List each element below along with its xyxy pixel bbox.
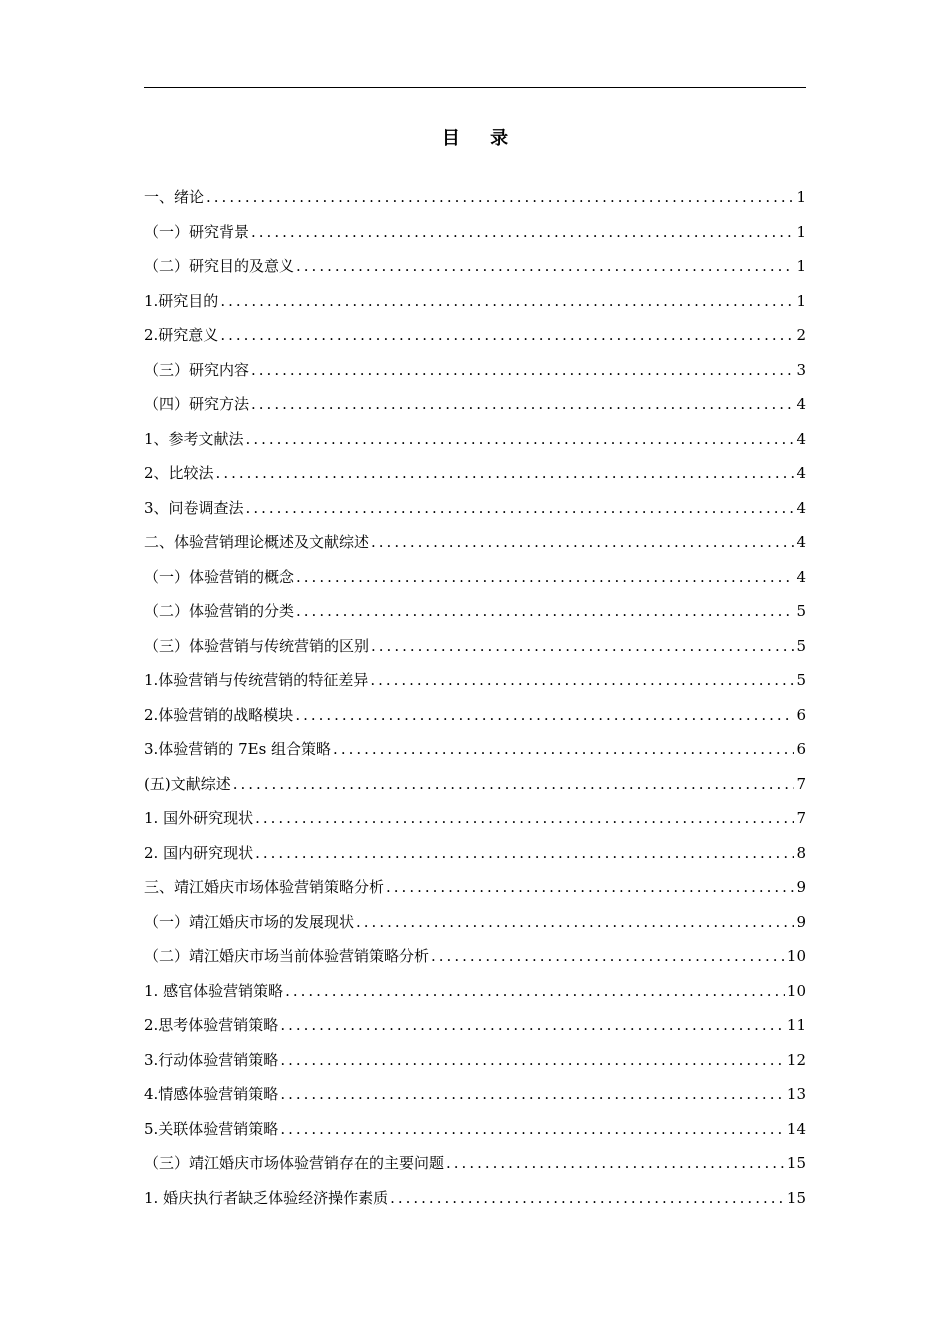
toc-entry-label: （四）研究方法 bbox=[144, 395, 250, 413]
toc-entry-page: 8 bbox=[796, 843, 806, 862]
toc-dot-leader bbox=[280, 1112, 785, 1147]
toc-dot-leader bbox=[206, 180, 794, 215]
toc-dot-leader bbox=[296, 594, 794, 629]
toc-entry-page: 7 bbox=[796, 809, 806, 827]
toc-entry-page: 5 bbox=[796, 636, 806, 655]
toc-entry[interactable] bbox=[144, 318, 806, 353]
toc-entry[interactable] bbox=[144, 1146, 806, 1181]
toc-entry-label: 3、问卷调查法 bbox=[144, 498, 244, 517]
toc-entry-page: 1 bbox=[796, 222, 806, 241]
toc-dot-leader bbox=[246, 491, 795, 526]
toc-entry-page: 15 bbox=[786, 1188, 806, 1207]
toc-dot-leader bbox=[255, 836, 794, 871]
toc-entry[interactable] bbox=[144, 1112, 806, 1147]
toc-entry-label: 2. 国内研究现状 bbox=[144, 843, 254, 862]
toc-entry-page: 4 bbox=[796, 464, 806, 482]
toc-entry-page: 5 bbox=[796, 671, 806, 689]
toc-title: 目 录 bbox=[441, 128, 521, 149]
toc-dot-leader bbox=[251, 387, 794, 422]
toc-entry-page: 4 bbox=[796, 429, 806, 448]
toc-dot-leader bbox=[246, 422, 795, 457]
toc-entry-page: 10 bbox=[786, 947, 806, 965]
toc-dot-leader bbox=[233, 767, 795, 802]
toc-entry-page: 2 bbox=[796, 326, 806, 344]
toc-entry[interactable] bbox=[144, 180, 806, 215]
toc-entry-page: 9 bbox=[796, 912, 806, 931]
header-rule bbox=[144, 87, 806, 88]
toc-entry-label: 3.体验营销的 7Es 组合策略 bbox=[144, 740, 332, 758]
toc-entry[interactable] bbox=[144, 525, 806, 560]
toc-entry-label: (五)文献综述 bbox=[144, 774, 231, 793]
toc-dot-leader bbox=[371, 629, 794, 664]
toc-dot-leader bbox=[390, 1181, 785, 1216]
toc-entry-page: 4 bbox=[796, 395, 806, 413]
toc-entry-page: 11 bbox=[786, 1016, 806, 1034]
toc-dot-leader bbox=[280, 1077, 785, 1112]
toc-entry-label: （三）体验营销与传统营销的区别 bbox=[144, 636, 370, 655]
toc-entry-page: 4 bbox=[796, 567, 806, 586]
toc-dot-leader bbox=[285, 974, 785, 1009]
toc-entry-page: 7 bbox=[796, 774, 806, 793]
toc-entry-label: （一）研究背景 bbox=[144, 222, 250, 241]
toc-entry-label: 三、靖江婚庆市场体验营销策略分析 bbox=[144, 878, 385, 896]
toc-entry-label: （三）靖江婚庆市场体验营销存在的主要问题 bbox=[144, 1154, 445, 1172]
toc-entry[interactable] bbox=[144, 284, 806, 319]
toc-entry[interactable] bbox=[144, 1181, 806, 1216]
toc-entry[interactable] bbox=[144, 422, 806, 457]
toc-entry-label: 1.体验营销与传统营销的特征差异 bbox=[144, 671, 369, 689]
toc-dot-leader bbox=[280, 1043, 785, 1078]
toc-list bbox=[144, 180, 806, 1215]
toc-dot-leader bbox=[356, 905, 794, 940]
toc-entry-label: 1、参考文献法 bbox=[144, 429, 244, 448]
toc-entry-label: （二）体验营销的分类 bbox=[144, 602, 295, 620]
toc-entry-page: 13 bbox=[786, 1085, 806, 1103]
toc-entry[interactable] bbox=[144, 801, 806, 836]
toc-entry-page: 1 bbox=[796, 188, 806, 206]
toc-entry[interactable] bbox=[144, 732, 806, 767]
toc-entry[interactable] bbox=[144, 663, 806, 698]
toc-entry[interactable] bbox=[144, 870, 806, 905]
toc-entry-page: 10 bbox=[786, 981, 806, 1000]
toc-entry-label: （二）研究目的及意义 bbox=[144, 257, 295, 275]
toc-entry[interactable] bbox=[144, 560, 806, 595]
toc-entry[interactable] bbox=[144, 698, 806, 733]
toc-entry[interactable] bbox=[144, 1008, 806, 1043]
toc-entry[interactable] bbox=[144, 594, 806, 629]
toc-entry-label: （一）体验营销的概念 bbox=[144, 567, 295, 586]
toc-entry-label: （二）靖江婚庆市场当前体验营销策略分析 bbox=[144, 947, 430, 965]
toc-entry[interactable] bbox=[144, 215, 806, 250]
toc-entry-label: 4.情感体验营销策略 bbox=[144, 1085, 279, 1103]
toc-dot-leader bbox=[296, 249, 794, 284]
toc-entry[interactable] bbox=[144, 249, 806, 284]
toc-entry-label: 一、绪论 bbox=[144, 188, 205, 206]
toc-entry-label: 2.研究意义 bbox=[144, 326, 219, 344]
toc-entry[interactable] bbox=[144, 387, 806, 422]
toc-entry[interactable] bbox=[144, 353, 806, 388]
toc-entry-label: 2.思考体验营销策略 bbox=[144, 1016, 279, 1034]
toc-dot-leader bbox=[216, 456, 795, 491]
toc-entry-label: （一）靖江婚庆市场的发展现状 bbox=[144, 912, 355, 931]
toc-dot-leader bbox=[333, 732, 794, 767]
toc-entry[interactable] bbox=[144, 836, 806, 871]
toc-dot-leader bbox=[370, 663, 794, 698]
toc-dot-leader bbox=[280, 1008, 785, 1043]
toc-entry-page: 5 bbox=[796, 602, 806, 620]
toc-dot-leader bbox=[371, 525, 794, 560]
toc-entry-page: 1 bbox=[796, 291, 806, 310]
toc-entry-page: 6 bbox=[796, 705, 806, 724]
toc-entry-page: 4 bbox=[796, 533, 806, 551]
toc-entry-page: 4 bbox=[796, 498, 806, 517]
toc-dot-leader bbox=[386, 870, 794, 905]
toc-entry-label: 3.行动体验营销策略 bbox=[144, 1050, 279, 1069]
toc-dot-leader bbox=[220, 318, 794, 353]
toc-entry-page: 9 bbox=[796, 878, 806, 896]
toc-entry-page: 15 bbox=[786, 1154, 806, 1172]
toc-entry-label: 1. 婚庆执行者缺乏体验经济操作素质 bbox=[144, 1188, 389, 1207]
toc-entry-label: 1. 国外研究现状 bbox=[144, 809, 254, 827]
toc-dot-leader bbox=[255, 801, 794, 836]
toc-entry[interactable] bbox=[144, 974, 806, 1009]
toc-dot-leader bbox=[295, 698, 794, 733]
toc-dot-leader bbox=[220, 284, 794, 319]
toc-dot-leader bbox=[431, 939, 785, 974]
toc-entry-label: 2、比较法 bbox=[144, 464, 214, 482]
toc-entry-page: 14 bbox=[786, 1119, 806, 1138]
toc-entry-label: 1.研究目的 bbox=[144, 291, 219, 310]
toc-entry[interactable] bbox=[144, 629, 806, 664]
toc-dot-leader bbox=[446, 1146, 785, 1181]
toc-dot-leader bbox=[296, 560, 794, 595]
toc-entry-label: （三）研究内容 bbox=[144, 360, 250, 379]
toc-entry[interactable] bbox=[144, 905, 806, 940]
toc-entry-label: 1. 感官体验营销策略 bbox=[144, 981, 284, 1000]
toc-entry-label: 二、体验营销理论概述及文献综述 bbox=[144, 533, 370, 551]
toc-dot-leader bbox=[251, 353, 794, 388]
toc-entry-label: 5.关联体验营销策略 bbox=[144, 1119, 279, 1138]
toc-entry[interactable] bbox=[144, 491, 806, 526]
toc-entry-page: 12 bbox=[786, 1050, 806, 1069]
toc-entry[interactable] bbox=[144, 456, 806, 491]
toc-entry-label: 2.体验营销的战略模块 bbox=[144, 705, 294, 724]
toc-entry[interactable] bbox=[144, 767, 806, 802]
toc-entry-page: 1 bbox=[796, 257, 806, 275]
toc-entry[interactable] bbox=[144, 1043, 806, 1078]
toc-entry[interactable] bbox=[144, 1077, 806, 1112]
toc-dot-leader bbox=[251, 215, 794, 250]
toc-entry-page: 3 bbox=[796, 360, 806, 379]
toc-entry[interactable] bbox=[144, 939, 806, 974]
toc-entry-page: 6 bbox=[796, 740, 806, 758]
